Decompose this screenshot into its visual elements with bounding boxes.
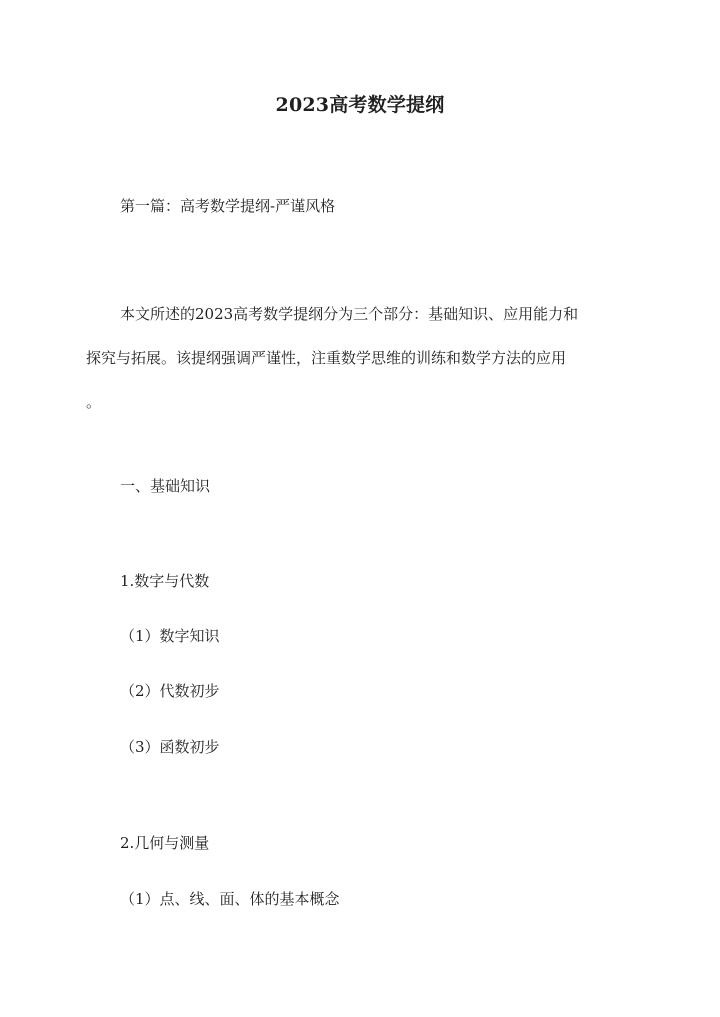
document-title: 2023高考数学提纲 bbox=[275, 94, 445, 116]
list-item-number-knowledge: （1）数字知识 bbox=[120, 627, 220, 645]
subsection-heading-geometry-measurement: 2.几何与测量 bbox=[120, 834, 210, 852]
subsection-heading-number-algebra: 1.数字与代数 bbox=[120, 572, 210, 590]
intro-line-2: 探究与拓展。该提纲强调严谨性，注重数学思维的训练和数学方法的应用 bbox=[86, 349, 567, 367]
intro-line-3: 。 bbox=[86, 393, 102, 411]
intro-line-1: 本文所述的2023高考数学提纲分为三个部分：基础知识、应用能力和 bbox=[120, 305, 579, 323]
section-heading-basic-knowledge: 一、基础知识 bbox=[120, 477, 211, 495]
list-item-function-basics: （3）函数初步 bbox=[120, 738, 220, 756]
list-item-algebra-basics: （2）代数初步 bbox=[120, 682, 220, 700]
intro-paragraph bbox=[86, 292, 642, 424]
chapter-heading: 第一篇：高考数学提纲-严谨风格 bbox=[120, 197, 336, 215]
list-item-basic-concepts: （1）点、线、面、体的基本概念 bbox=[120, 890, 340, 908]
